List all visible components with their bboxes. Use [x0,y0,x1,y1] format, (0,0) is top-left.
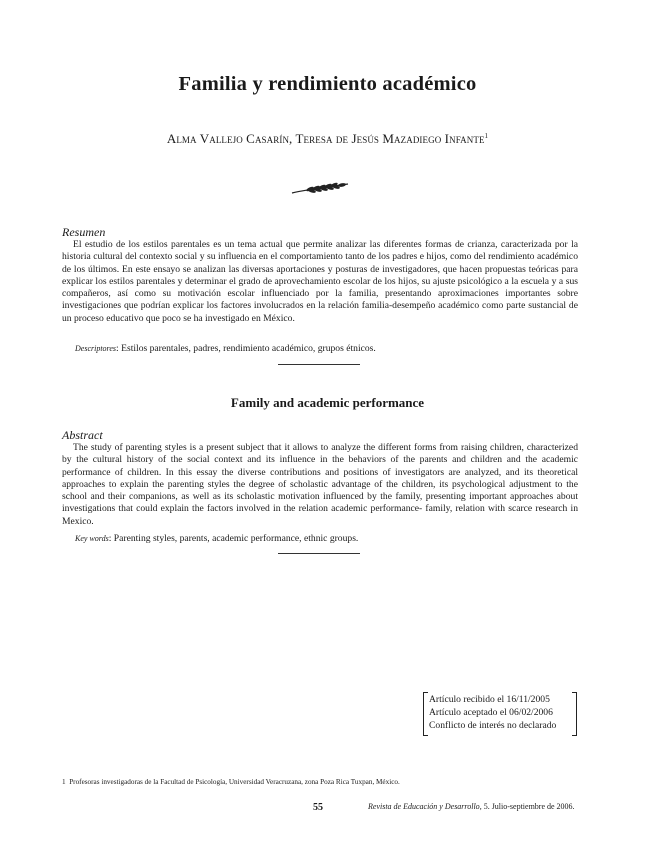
english-title: Family and academic performance [230,395,425,410]
section-divider [278,553,360,554]
author-footnote [62,778,400,786]
wheat-ornament-icon [290,179,350,197]
journal-citation [368,802,575,811]
footnote-marker: 1 [62,778,66,786]
resumen-keywords: Descriptores: Estilos parentales, padres, rendimiento académico, grupos étnicos. [75,343,376,354]
article-authors [0,131,655,147]
abstract-body [62,442,578,528]
abstract-keywords: Key words: Parenting styles, parents, academic performance, ethnic groups. [75,533,359,544]
journal-name: Revista de Educación y Desarrollo [368,802,480,811]
article-title: Familia y rendimiento académico [178,73,477,95]
page-number: 55 [313,802,323,813]
authors-footnote-marker: 1 [484,132,489,140]
article-conflict: Conflicto de interés no declarado [429,720,557,731]
resumen-text: El estudio de los estilos parentales es un tema actual que permite analizar las diferentes formas de crianza, caracterizada por la historia cultural del contexto social y su influencia en el comportamiento tanto de los padres e hijos, como del rendimiento académico de los últimos. En este ensayo se analizan las diversas aportaciones y posturas de investigadores, que hacen propuestas teóricas para explicar los estilos parentales y determinar el grado de aprovechamiento escolar de los hijos, su ajuste psicológico a la escuela y a sus compañeros, así como su motivación escolar influenciado por la familia, presentando aproximaciones importantes sobre investigaciones que podrían explicar los factores involucrados en la relación familia-desempeño académico como parte sustancial de un proceso educativo que poco se ha investigado en México. [62,239,578,324]
footnote-text: Profesoras investigadoras de la Facultad de Psicología, Universidad Veracruzana, zona Poza Rica Tuxpan, México. [69,778,400,786]
section-divider [278,364,360,365]
article-info-box [423,692,577,734]
article-received: Artículo recibido el 16/11/2005 [429,694,550,705]
bracket-right [572,692,577,736]
resumen-keywords-label: Descriptores [75,344,117,353]
resumen-body [62,239,578,325]
bracket-left [423,692,428,736]
abstract-keywords-text: Parenting styles, parents, academic performance, ethnic groups. [113,533,359,544]
abstract-heading: Abstract [62,428,103,442]
resumen-heading: Resumen [62,225,106,239]
journal-issue: , 5. Julio-septiembre de 2006. [479,802,575,811]
abstract-text: The study of parenting styles is a present subject that it allows to analyze the different forms from raising children, characterized by the cultural history of the social context and its influence in the behaviors of the parents and children and the academic performance of children. In this essay the diverse contributions and positions of investigators are analyzed, and its theoretical approaches to explain the parenting styles the degree of scholastic advantage of the children, its psychological adjustment to the school and their companions, as well as its scholastic motivation influenced by the family, presenting important approaches about investigations that could explain the factors involved in the relation academic performance- family, relation with scarce research in Mexico. [62,442,578,527]
abstract-keywords-label: Key words [75,534,109,543]
article-accepted: Artículo aceptado el 06/02/2006 [429,707,553,718]
resumen-keywords-text: Estilos parentales, padres, rendimiento académico, grupos étnicos. [121,343,376,354]
authors-names: Alma Vallejo Casarín, Teresa de Jesús Mazadiego Infante [166,131,485,146]
